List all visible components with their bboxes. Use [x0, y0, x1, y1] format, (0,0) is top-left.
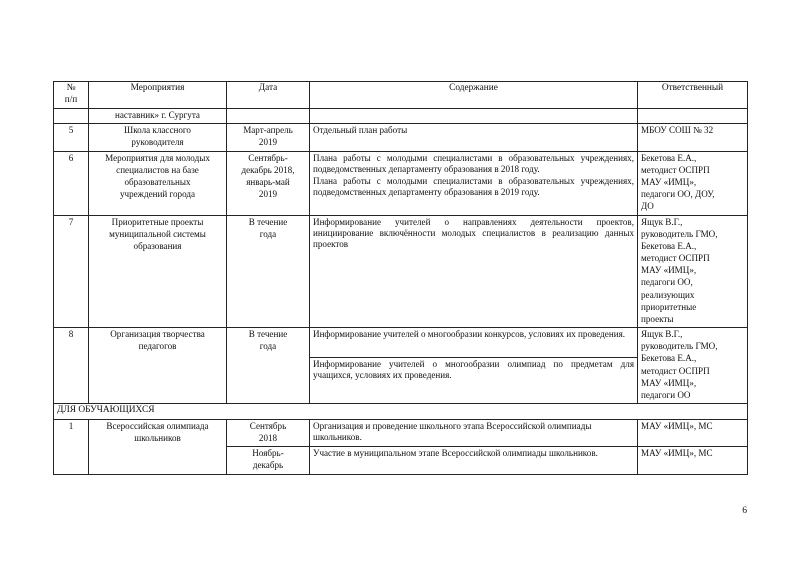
- cell-content: Участие в муниципальном этапе Всероссийской олимпиады школьников.: [310, 447, 638, 474]
- cell-content: Отдельный план работы: [310, 124, 638, 151]
- cell-date-line: Сентябрь-: [248, 152, 288, 163]
- cell-event-line: Приоритетные проекты: [111, 216, 204, 227]
- cell-responsible-line: руководитель ГМО,: [641, 341, 718, 352]
- cell-event: [89, 124, 227, 151]
- cell-responsible-line: проекты: [641, 313, 674, 324]
- cell-responsible: [638, 215, 748, 328]
- table-section-header-row: [54, 404, 748, 420]
- cell-content: [310, 109, 638, 124]
- cell-event: [89, 328, 227, 404]
- cell-event-line: Организация творчества: [110, 329, 205, 340]
- cell-responsible-line: Ящук В.Г.,: [641, 329, 683, 340]
- cell-responsible: МАУ «ИМЦ», МС: [638, 419, 748, 446]
- cell-date-line: В течение: [248, 216, 288, 227]
- cell-responsible-line: реализующих: [641, 289, 695, 300]
- table-header: [54, 82, 748, 109]
- cell-responsible-line: Бекетова Е.А.,: [641, 240, 697, 251]
- cell-date-line: 2018: [258, 432, 278, 443]
- cell-event-line: Всероссийская олимпиада: [106, 420, 209, 431]
- cell-date: [227, 109, 310, 124]
- cell-responsible: [638, 151, 748, 215]
- cell-date: [227, 124, 310, 151]
- table-row: [54, 328, 748, 358]
- table-row: [54, 124, 748, 151]
- column-header-date: Дата: [227, 82, 310, 109]
- cell-event: [89, 419, 227, 474]
- cell-date-line: года: [259, 341, 277, 352]
- cell-event-line: руководителя: [131, 137, 184, 148]
- cell-date-line: Ноябрь-: [252, 448, 284, 459]
- table-row: [54, 419, 748, 446]
- cell-responsible-line: руководитель ГМО,: [641, 228, 718, 239]
- cell-date-line: декабрь: [252, 460, 284, 471]
- cell-responsible-line: методист ОСПРП: [641, 365, 710, 376]
- column-header-responsible: Ответственный: [638, 82, 748, 109]
- table-row: [54, 215, 748, 328]
- cell-event-line: учреждений города: [119, 189, 196, 200]
- column-header-number-line2: п/п: [64, 94, 78, 105]
- cell-date-line: Сентябрь: [249, 420, 287, 431]
- cell-responsible-line: педагоги ОО, ДОУ,: [641, 189, 715, 200]
- column-header-event: Мероприятия: [89, 82, 227, 109]
- cell-event-line: педагогов: [138, 341, 177, 352]
- table-body: [54, 109, 748, 475]
- cell-date-line: года: [259, 228, 277, 239]
- cell-event-line: образовательных: [124, 177, 191, 188]
- table-row: [54, 151, 748, 215]
- cell-number: 1: [54, 419, 89, 474]
- cell-responsible: МАУ «ИМЦ», МС: [638, 447, 748, 474]
- cell-content: Информирование учителей о многообразии конкурсов, условиях их проведения.: [310, 328, 638, 358]
- table-row: [54, 109, 748, 124]
- table-header-row: [54, 82, 748, 109]
- cell-responsible-line: Ящук В.Г.,: [641, 216, 683, 227]
- cell-date: [227, 328, 310, 404]
- document-body: [53, 81, 747, 475]
- cell-number: 8: [54, 328, 89, 404]
- plan-table: [53, 81, 748, 475]
- cell-responsible-line: приоритетные: [641, 301, 697, 312]
- cell-responsible-line: Бекетова Е.А.,: [641, 353, 697, 364]
- column-header-content: Содержание: [310, 82, 638, 109]
- page-number: 6: [742, 505, 747, 516]
- cell-responsible-line: методист ОСПРП: [641, 253, 710, 264]
- cell-number: 7: [54, 215, 89, 328]
- cell-responsible-line: Бекетова Е.А.,: [641, 152, 697, 163]
- cell-event: наставник» г. Сургута: [89, 109, 227, 124]
- cell-date: [227, 419, 310, 446]
- cell-responsible: МБОУ СОШ № 32: [638, 124, 748, 151]
- cell-date: [227, 151, 310, 215]
- column-header-number-line1: №: [66, 83, 76, 93]
- cell-number: 5: [54, 124, 89, 151]
- cell-content: [310, 151, 638, 215]
- cell-event-line: Школа классного: [124, 125, 191, 136]
- cell-responsible-line: МАУ «ИМЦ»,: [641, 177, 697, 188]
- cell-date-line: январь-май: [246, 177, 290, 188]
- cell-content: Информирование учителей о направлениях деятельности проектов, инициирование включённости молодых специалистов в реализацию данных проектов: [310, 215, 638, 328]
- cell-content: Информирование учителей о многообразии олимпиад по предметам для учащихся, условиях их проведения.: [310, 358, 638, 404]
- cell-responsible-line: педагоги ОО: [641, 389, 691, 400]
- cell-content: Организация и проведение школьного этапа Всероссийской олимпиады школьников.: [310, 419, 638, 446]
- cell-responsible-line: МАУ «ИМЦ»,: [641, 377, 697, 388]
- cell-event-line: специалистов на базе: [116, 164, 199, 175]
- cell-number: 6: [54, 151, 89, 215]
- cell-date-line: 2019: [258, 137, 278, 148]
- cell-responsible: [638, 109, 748, 124]
- cell-responsible-line: МАУ «ИМЦ»,: [641, 265, 697, 276]
- cell-content-paragraph: Плана работы с молодыми специалистами в образовательных учреждениях, подведомственных департаменту образования в 2018 году.: [313, 152, 634, 174]
- cell-date-line: Март-апрель: [243, 125, 293, 136]
- cell-date-line: декабрь 2018,: [241, 164, 295, 175]
- cell-event-line: муниципальной системы: [109, 228, 206, 239]
- column-header-number: [54, 82, 89, 109]
- section-header-label: ДЛЯ ОБУЧАЮЩИХСЯ: [54, 404, 748, 420]
- cell-event-line: школьников: [134, 432, 181, 443]
- cell-event: [89, 215, 227, 328]
- cell-date: [227, 447, 310, 474]
- cell-date-line: В течение: [248, 329, 288, 340]
- cell-responsible: [638, 328, 748, 404]
- cell-number: [54, 109, 89, 124]
- cell-content-paragraph: Плана работы с молодыми специалистами в образовательных учреждениях, подведомственных департаменту образования в 2019 году.: [313, 176, 634, 198]
- cell-responsible-line: ДО: [641, 201, 654, 212]
- cell-event-line: Мероприятия для молодых: [105, 152, 210, 163]
- cell-responsible-line: педагоги ОО,: [641, 277, 693, 288]
- cell-responsible-line: методист ОСПРП: [641, 164, 710, 175]
- cell-event: [89, 151, 227, 215]
- cell-event-line: образования: [133, 240, 182, 251]
- cell-date-line: 2019: [258, 189, 278, 200]
- cell-date: [227, 215, 310, 328]
